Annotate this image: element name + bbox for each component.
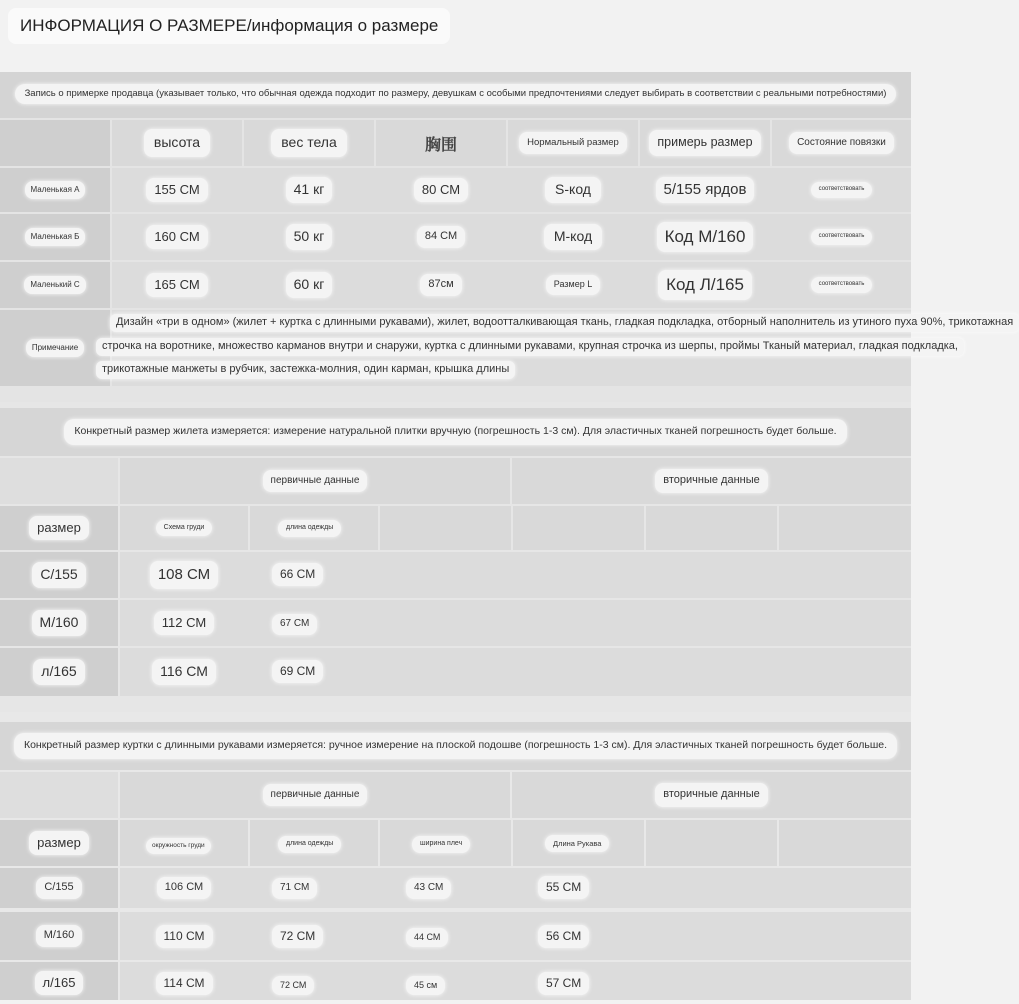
vest-length-cell: 67 СМ: [272, 614, 317, 635]
vest-length-cell: 69 СМ: [272, 660, 323, 683]
jacket-chest-cell: 114 СМ: [156, 972, 213, 995]
vest-chest-cell: 108 СМ: [150, 561, 218, 590]
header-try-size: примерь размер: [649, 130, 760, 156]
jacket-header-length: длина одежды: [278, 836, 341, 853]
vest-chest-cell: 112 СМ: [154, 611, 214, 635]
jacket-shoulder-cell: 45 см: [406, 976, 445, 995]
cell-bust: 87см: [420, 274, 461, 296]
vest-primary-data-label: первичные данные: [263, 470, 368, 493]
vest-length-cell: 66 СМ: [272, 563, 323, 586]
note-line-1: Дизайн «три в одном» (жилет + куртка с длинными рукавами), жилет, водоотталкивающая ткань, гладкая подкладка, отборный наполнитель из утиного пуха 90%, трикотажная: [110, 314, 1019, 332]
cell-height: 155 СМ: [146, 178, 207, 202]
page-title: ИНФОРМАЦИЯ О РАЗМЕРЕ/информация о размере: [8, 8, 450, 44]
jacket-measure-banner: Конкретный размер куртки с длинными рукавами измеряется: ручное измерение на плоской подошве (погрешность 1-3 см). Для эластичных тканей погрешность будет больше.: [14, 733, 897, 758]
row-label: Маленькая А: [25, 181, 86, 199]
jacket-secondary-data-label: вторичные данные: [655, 783, 768, 807]
note-line-3: трикотажные манжеты в рубчик, застежка-молния, один карман, крышка длины: [96, 361, 515, 379]
header-normal-size: Нормальный размер: [519, 132, 627, 154]
jacket-sleeve-cell: 55 СМ: [538, 876, 589, 899]
cell-height: 165 СМ: [146, 273, 207, 297]
cell-normal-size: Размер L: [546, 275, 600, 294]
header-weight: вес тела: [271, 129, 347, 157]
jacket-chest-cell: 106 СМ: [157, 877, 211, 899]
cell-fit-status: соответствовать: [811, 277, 873, 293]
jacket-sleeve-cell: 56 СМ: [538, 925, 589, 948]
jacket-size-cell: л/165: [35, 971, 84, 995]
header-fit-status: Состояние повязки: [789, 132, 894, 155]
vest-size-header: размер: [29, 516, 89, 540]
jacket-length-cell: 72 СМ: [272, 925, 323, 948]
jacket-chest-cell: 110 СМ: [156, 925, 213, 948]
cell-try-size: 5/155 ярдов: [656, 177, 755, 204]
cell-normal-size: S-код: [545, 177, 601, 203]
cell-weight: 41 кг: [286, 177, 333, 203]
jacket-length-cell: 71 СМ: [272, 878, 317, 899]
header-height: высота: [144, 129, 210, 157]
cell-fit-status: соответствовать: [811, 182, 873, 198]
jacket-primary-data-label: первичные данные: [263, 784, 368, 807]
vest-measure-banner: Конкретный размер жилета измеряется: измерение натуральной плитки вручную (погрешность 1-3 см). Для эластичных тканей погрешность будет больше.: [64, 419, 846, 444]
vest-header-length: длина одежды: [278, 520, 341, 537]
cell-weight: 60 кг: [286, 272, 333, 298]
cell-try-size: Код Л/165: [658, 270, 752, 299]
cell-try-size: Код М/160: [657, 222, 754, 251]
jacket-size-cell: М/160: [36, 925, 83, 947]
jacket-header-chest: окружность груди: [146, 838, 211, 854]
row-label: Маленькая Б: [25, 228, 86, 246]
jacket-size-header: размер: [29, 831, 89, 855]
cell-bust: 84 СМ: [417, 226, 465, 248]
vest-secondary-data-label: вторичные данные: [655, 469, 768, 493]
vest-size-cell: М/160: [32, 610, 87, 636]
header-bust: 胸围: [424, 136, 457, 154]
fitting-record-banner: Запись о примерке продавца (указывает только, что обычная одежда подходит по размеру, девушкам с особыми предпочтениями следует выбирать в соответствии с реальными потребностями): [15, 84, 897, 104]
cell-normal-size: М-код: [544, 224, 602, 250]
jacket-shoulder-cell: 43 СМ: [406, 878, 451, 899]
jacket-header-sleeve: Длина Рукава: [545, 835, 609, 852]
jacket-header-shoulder: ширина плеч: [412, 836, 470, 853]
row-label: Маленький С: [24, 276, 85, 294]
vest-header-chest: Схема груди: [156, 520, 213, 537]
note-label: Примечание: [26, 339, 84, 357]
jacket-shoulder-cell: 44 СМ: [406, 928, 448, 947]
jacket-length-cell: 72 СМ: [272, 976, 314, 995]
cell-fit-status: соответствовать: [811, 229, 873, 245]
jacket-size-cell: С/155: [36, 877, 81, 899]
vest-size-cell: л/165: [33, 659, 84, 685]
vest-chest-cell: 116 СМ: [152, 659, 216, 685]
vest-size-cell: С/155: [32, 562, 85, 588]
jacket-sleeve-cell: 57 СМ: [538, 972, 589, 995]
cell-weight: 50 кг: [286, 224, 333, 250]
note-line-2: строчка на воротнике, множество карманов внутри и снаружи, куртка с длинными рукавами, крупная строчка из шерпы, проймы Тканый материал, гладкая подкладка,: [96, 338, 964, 356]
cell-bust: 80 СМ: [414, 178, 468, 202]
cell-height: 160 СМ: [146, 225, 207, 249]
